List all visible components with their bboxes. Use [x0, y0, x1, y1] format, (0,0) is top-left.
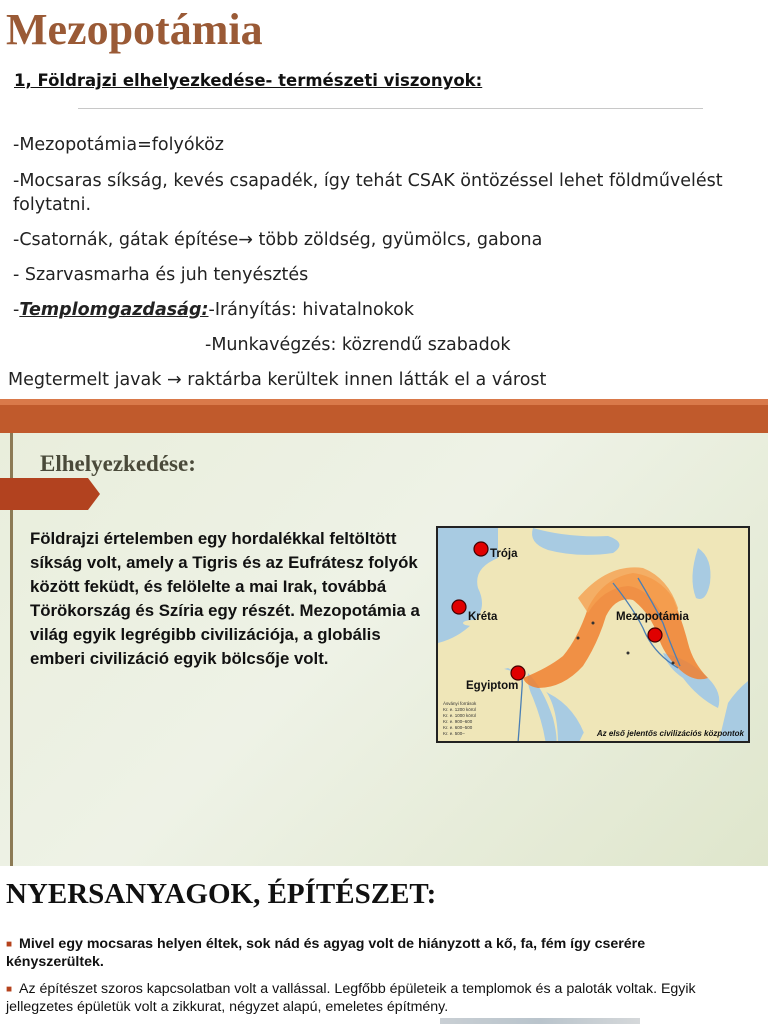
section-heading: 1, Földrajzi elhelyezkedése- természeti viszonyok: [14, 71, 483, 90]
legend-item: Kr. e. 900–600 [443, 719, 473, 724]
text-line: -Munkavégzés: közrendű szabadok [205, 335, 511, 355]
body-paragraph: Földrajzi értelemben egy hordalékkal feltöltött síkság volt, amely a Tigris és az Eufrátesz folyók között feküdt, és felölelte a mai Irak, továbbá Törökország és Szíria egy részét. Mezopotámia a világ egyik legrégibb civilizációja, a globális emberi civilizáció egyik bölcsője volt. [30, 529, 420, 668]
map-label-egyiptom: Egyiptom [466, 680, 519, 692]
emphasized-term: Templomgazdaság: [19, 300, 209, 320]
slide-3 [0, 866, 768, 1024]
text-line: - Szarvasmarha és juh tenyésztés [13, 265, 309, 285]
arrow-icon: → [166, 370, 182, 390]
legend-item: Kr. e. 1200 körül [443, 707, 476, 712]
text-segment: - [13, 300, 20, 320]
legend-item: Kr. e. 500– [443, 731, 465, 736]
bullet-item [6, 980, 746, 1016]
arrow-icon: → [238, 230, 253, 250]
text-line [13, 298, 414, 322]
text-segment: Megtermelt javak [8, 370, 167, 390]
text-line: -Mocsaras síkság, kevés csapadék, így tehát CSAK öntözéssel lehet földművelést [13, 171, 723, 191]
text-segment: -Csatornák, gátak építése [13, 230, 239, 250]
text-line [8, 368, 546, 392]
map-caption: Az első jelentős civilizációs központok [596, 729, 744, 738]
slide-2 [0, 433, 768, 866]
divider [78, 108, 703, 109]
map-label-troja: Trója [490, 548, 518, 560]
legend-item: Kr. e. 600–500 [443, 725, 473, 730]
decorative-tab [0, 478, 100, 510]
text-segment: több zöldség, gyümölcs, gabona [252, 230, 543, 250]
slide-title: Elhelyezkedése: [40, 451, 196, 476]
bullet-icon: ■ [6, 984, 13, 995]
map-label-mezopotamia: Mezopotámia [616, 611, 689, 623]
slide-separator-band [0, 399, 768, 433]
text-segment: raktárba kerültek innen látták el a várost [181, 370, 547, 390]
map-legend [443, 701, 501, 737]
text-segment: -Irányítás: hivatalnokok [208, 300, 415, 320]
legend-item: Ásványi források [443, 701, 477, 706]
slide-1 [0, 0, 768, 400]
legend-item: Kr. e. 1000 körül [443, 713, 476, 718]
text-line: folytatni. [13, 195, 92, 215]
slide-title: NYERSANYAGOK, ÉPÍTÉSZET: [6, 878, 437, 910]
bullet-text: Mivel egy mocsaras helyen éltek, sok nád és agyag volt de hiányzott a kő, fa, fém így cserére kényszerültek. [6, 936, 646, 970]
image-strip [440, 1018, 640, 1024]
bullet-text: Az építészet szoros kapcsolatban volt a vallással. Legfőbb épületeik a templomok és a paloták voltak. Egyik jellegzetes épületük volt a zikkurat, négyzet alapú, emeletes építmény. [6, 981, 696, 1015]
map-label-kreta: Kréta [468, 611, 498, 623]
bullet-item [6, 935, 746, 971]
slide-title: Mezopotámia [6, 5, 263, 54]
map-image [436, 526, 750, 743]
text-line: -Mezopotámia=folyóköz [13, 135, 224, 155]
bullet-icon: ■ [6, 939, 13, 950]
text-line [13, 228, 542, 252]
